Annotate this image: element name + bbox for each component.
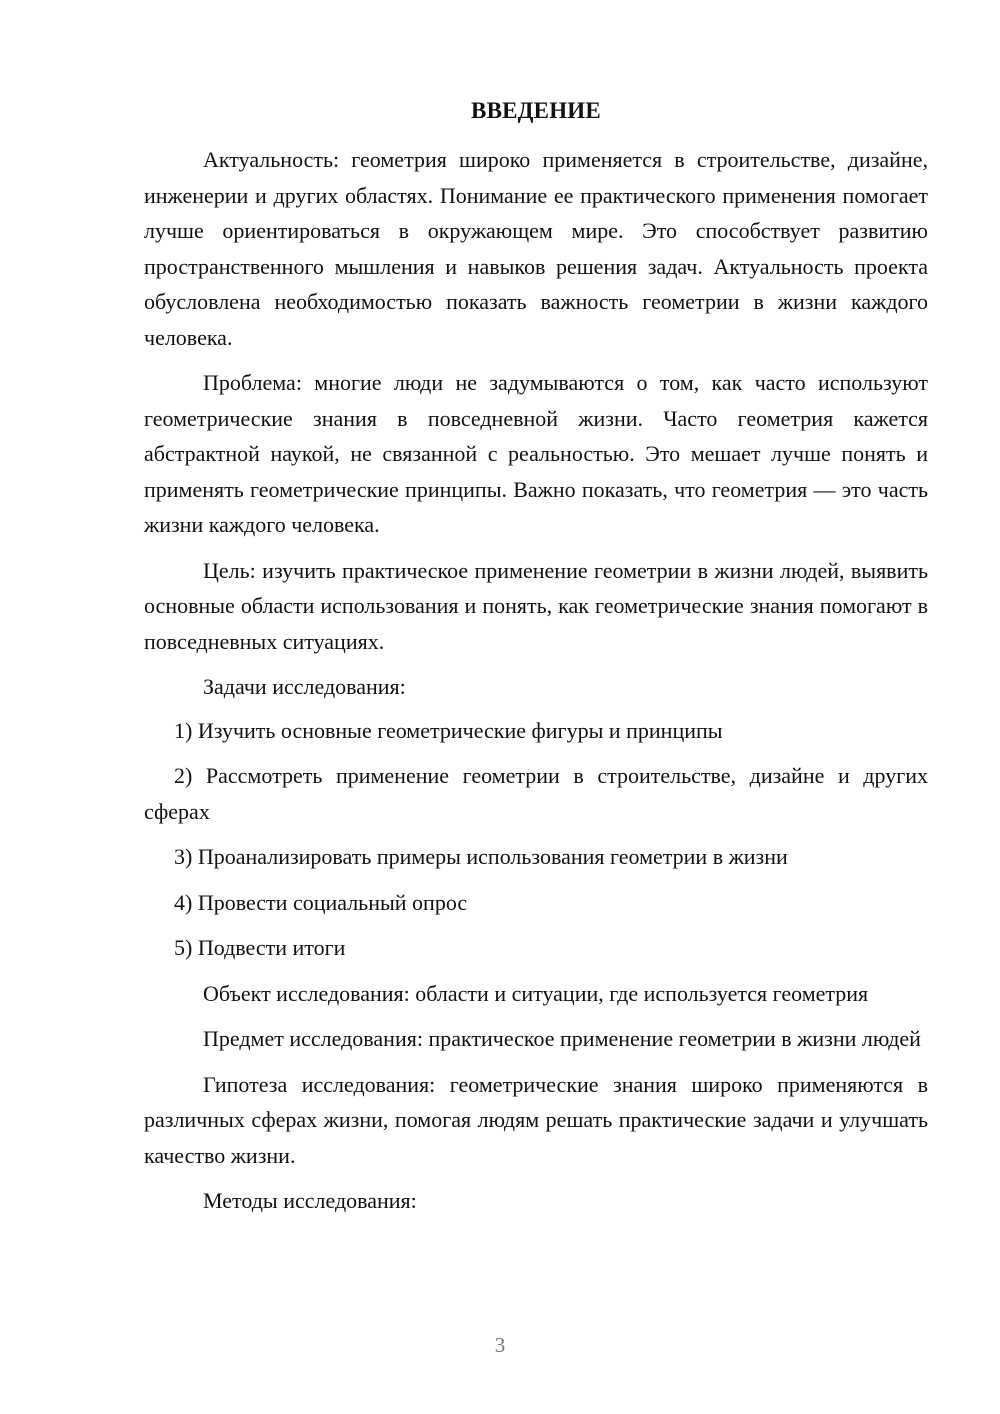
list-item: 4) Провести социальный опрос	[174, 889, 468, 915]
relevance-paragraph: Актуальность: геометрия широко применяется в строительстве, дизайне, инженерии и других областях. Понимание ее практического применения помогает лучше ориентироваться в окружающем мире. Это способствует развитию пространственного мышления и навыков решения задач. Актуальность проекта обусловлена необходимостью показать важность геометрии в жизни каждого человека.	[144, 147, 928, 350]
tasks-list	[144, 713, 928, 966]
object-paragraph: Объект исследования: области и ситуации, где используется геометрия	[203, 980, 869, 1006]
goal-paragraph: Цель: изучить практическое применение геометрии в жизни людей, выявить основные области использования и понять, как геометрические знания помогают в повседневных ситуациях.	[144, 557, 928, 654]
subject-paragraph: Предмет исследования: практическое применение геометрии в жизни людей	[203, 1026, 921, 1051]
section-title: ВВЕДЕНИЕ	[471, 98, 601, 123]
list-item: 2) Рассмотреть применение геометрии в строительстве, дизайне и других сферах	[144, 763, 928, 824]
list-item: 3) Проанализировать примеры использования геометрии в жизни	[174, 844, 788, 869]
document-page	[144, 96, 928, 1229]
tasks-heading: Задачи исследования:	[203, 674, 406, 699]
page-number: 3	[494, 1333, 506, 1357]
list-item: 1) Изучить основные геометрические фигуры и принципы	[174, 717, 723, 743]
problem-paragraph: Проблема: многие люди не задумываются о том, как часто используют геометрические знания в повседневной жизни. Часто геометрия кажется абстрактной наукой, не связанной с реальностью. Это мешает лучше понять и применять геометрические принципы. Важно показать, что геометрия — это часть жизни каждого человека.	[144, 370, 928, 537]
methods-heading: Методы исследования:	[203, 1188, 417, 1213]
hypothesis-paragraph: Гипотеза исследования: геометрические знания широко применяются в различных сферах жизни, помогая людям решать практические задачи и улучшать качество жизни.	[144, 1071, 928, 1168]
list-item: 5) Подвести итоги	[174, 935, 346, 960]
